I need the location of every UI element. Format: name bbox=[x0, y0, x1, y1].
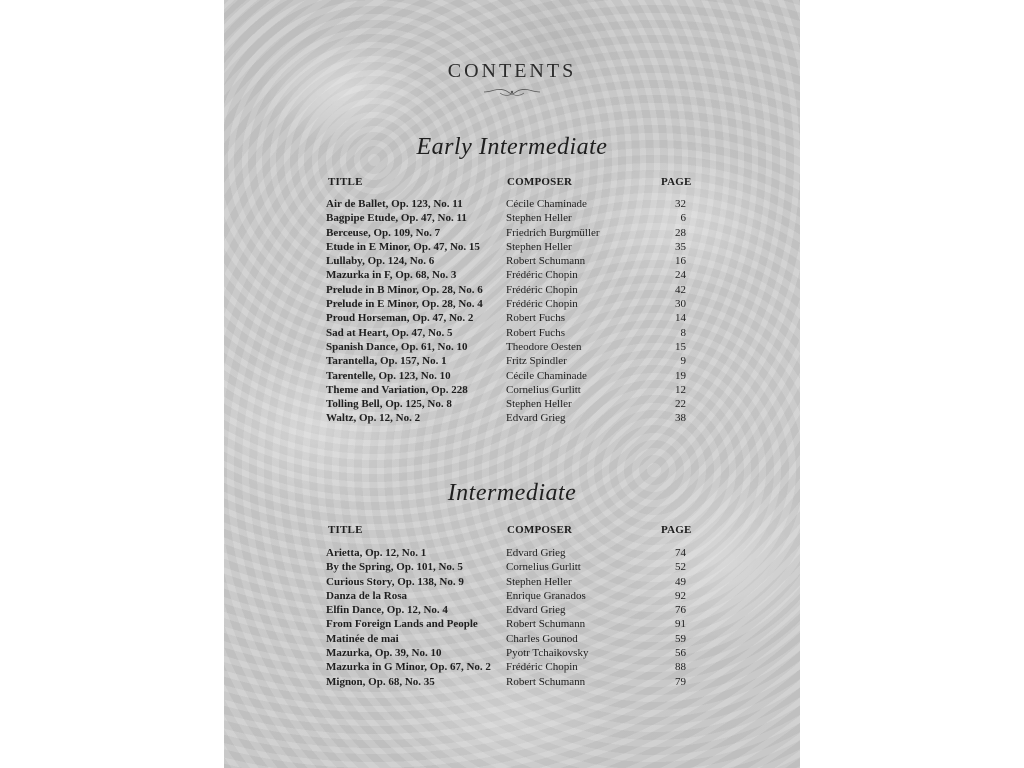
piece-title: Bagpipe Etude, Op. 47, No. 11 bbox=[326, 212, 467, 225]
piece-page: 15 bbox=[675, 340, 686, 353]
piece-composer: Cécile Chaminade bbox=[506, 198, 587, 210]
piece-composer: Robert Fuchs bbox=[506, 312, 565, 325]
list-item bbox=[326, 268, 686, 282]
piece-title: Proud Horseman, Op. 47, No. 2 bbox=[326, 312, 474, 325]
piece-title: Matinée de mai bbox=[326, 632, 399, 645]
piece-title: Lullaby, Op. 124, No. 6 bbox=[326, 255, 435, 268]
piece-composer: Robert Schumann bbox=[506, 618, 586, 631]
piece-page: 92 bbox=[675, 589, 686, 602]
piece-title: Mazurka in G Minor, Op. 67, No. 2 bbox=[326, 661, 491, 674]
list-item bbox=[326, 383, 686, 397]
piece-composer: Cécile Chaminade bbox=[506, 369, 587, 382]
piece-composer: Robert Fuchs bbox=[506, 326, 565, 339]
piece-composer: Charles Gounod bbox=[506, 632, 578, 645]
flourish-ornament-icon bbox=[482, 86, 542, 98]
list-item bbox=[326, 603, 686, 617]
piece-composer: Stephen Heller bbox=[506, 240, 572, 253]
piece-page: 14 bbox=[675, 312, 686, 325]
column-header-page: PAGE bbox=[661, 176, 692, 188]
early-intermediate-list bbox=[326, 197, 686, 426]
piece-title: Curious Story, Op. 138, No. 9 bbox=[326, 575, 464, 588]
list-item bbox=[326, 311, 686, 325]
piece-page: 88 bbox=[675, 661, 686, 674]
piece-page: 59 bbox=[675, 632, 686, 645]
piece-composer: Robert Schumann bbox=[506, 675, 586, 688]
list-item bbox=[326, 411, 686, 425]
piece-composer: Edvard Grieg bbox=[506, 412, 566, 425]
list-item bbox=[326, 589, 686, 603]
piece-title: By the Spring, Op. 101, No. 5 bbox=[326, 561, 463, 574]
list-item bbox=[326, 546, 686, 560]
piece-title: Tarentelle, Op. 123, No. 10 bbox=[326, 369, 451, 382]
piece-composer: Pyotr Tchaikovsky bbox=[506, 647, 589, 660]
piece-composer: Frédéric Chopin bbox=[506, 283, 578, 296]
list-item bbox=[326, 354, 686, 368]
piece-title: Tolling Bell, Op. 125, No. 8 bbox=[326, 398, 452, 411]
piece-composer: Theodore Oesten bbox=[506, 340, 582, 353]
piece-page: 12 bbox=[675, 383, 686, 396]
piece-composer: Frédéric Chopin bbox=[506, 269, 578, 282]
list-item bbox=[326, 340, 686, 354]
list-item bbox=[326, 211, 686, 225]
list-item bbox=[326, 560, 686, 574]
piece-title: Arietta, Op. 12, No. 1 bbox=[326, 547, 427, 559]
list-item bbox=[326, 575, 686, 589]
list-item bbox=[326, 617, 686, 631]
piece-title: Mazurka, Op. 39, No. 10 bbox=[326, 647, 442, 660]
piece-composer: Cornelius Gurlitt bbox=[506, 561, 581, 574]
piece-title: Mignon, Op. 68, No. 35 bbox=[326, 675, 435, 688]
section-title-early-intermediate: Early Intermediate bbox=[416, 134, 608, 160]
piece-composer: Frédéric Chopin bbox=[506, 298, 578, 311]
contents-page bbox=[224, 0, 800, 768]
piece-page: 16 bbox=[675, 255, 686, 268]
piece-title: Mazurka in F, Op. 68, No. 3 bbox=[326, 269, 457, 282]
list-item bbox=[326, 240, 686, 254]
piece-title: From Foreign Lands and People bbox=[326, 618, 478, 631]
piece-composer: Robert Schumann bbox=[506, 255, 586, 268]
list-item bbox=[326, 369, 686, 383]
piece-title: Air de Ballet, Op. 123, No. 11 bbox=[326, 198, 463, 210]
column-header-composer: COMPOSER bbox=[507, 176, 573, 188]
piece-page: 32 bbox=[675, 198, 686, 210]
piece-title: Theme and Variation, Op. 228 bbox=[326, 383, 468, 396]
piece-composer: Stephen Heller bbox=[506, 398, 572, 411]
piece-title: Prelude in E Minor, Op. 28, No. 4 bbox=[326, 298, 483, 311]
piece-page: 30 bbox=[675, 298, 686, 311]
list-item bbox=[326, 197, 686, 211]
page-heading: CONTENTS bbox=[447, 60, 577, 82]
piece-page: 42 bbox=[675, 283, 686, 296]
list-item bbox=[326, 326, 686, 340]
piece-composer: Edvard Grieg bbox=[506, 604, 566, 617]
piece-title: Sad at Heart, Op. 47, No. 5 bbox=[326, 326, 453, 339]
piece-page: 74 bbox=[675, 547, 686, 559]
piece-page: 52 bbox=[675, 561, 686, 574]
list-item bbox=[326, 226, 686, 240]
section-title-intermediate: Intermediate bbox=[447, 480, 577, 506]
list-item bbox=[326, 660, 686, 674]
list-item bbox=[326, 646, 686, 660]
list-item bbox=[326, 397, 686, 411]
piece-page: 28 bbox=[675, 226, 686, 239]
piece-title: Etude in E Minor, Op. 47, No. 15 bbox=[326, 240, 480, 253]
piece-composer: Friedrich Burgmüller bbox=[506, 226, 600, 239]
piece-title: Berceuse, Op. 109, No. 7 bbox=[326, 226, 441, 239]
piece-title: Prelude in B Minor, Op. 28, No. 6 bbox=[326, 283, 483, 296]
list-item bbox=[326, 283, 686, 297]
piece-composer: Enrique Granados bbox=[506, 589, 586, 602]
piece-page: 8 bbox=[680, 326, 686, 339]
piece-title: Tarantella, Op. 157, No. 1 bbox=[326, 355, 447, 368]
piece-composer: Stephen Heller bbox=[506, 212, 572, 225]
column-header-page: PAGE bbox=[661, 524, 692, 536]
piece-page: 22 bbox=[675, 398, 686, 411]
piece-page: 56 bbox=[675, 647, 686, 660]
intermediate-list bbox=[326, 546, 686, 689]
piece-page: 76 bbox=[675, 604, 686, 617]
piece-title: Elfin Dance, Op. 12, No. 4 bbox=[326, 604, 448, 617]
piece-page: 19 bbox=[675, 369, 686, 382]
list-item bbox=[326, 254, 686, 268]
piece-title: Waltz, Op. 12, No. 2 bbox=[326, 412, 421, 425]
column-header-composer: COMPOSER bbox=[507, 524, 573, 536]
column-header-title: TITLE bbox=[328, 524, 363, 536]
piece-title: Spanish Dance, Op. 61, No. 10 bbox=[326, 340, 468, 353]
piece-page: 91 bbox=[675, 618, 686, 631]
piece-page: 6 bbox=[680, 212, 686, 225]
piece-composer: Frédéric Chopin bbox=[506, 661, 578, 674]
piece-composer: Edvard Grieg bbox=[506, 547, 566, 559]
piece-composer: Fritz Spindler bbox=[506, 355, 567, 368]
piece-page: 35 bbox=[675, 240, 686, 253]
piece-title: Danza de la Rosa bbox=[326, 589, 407, 602]
piece-page: 38 bbox=[675, 412, 686, 425]
piece-composer: Cornelius Gurlitt bbox=[506, 383, 581, 396]
list-item bbox=[326, 632, 686, 646]
column-header-title: TITLE bbox=[328, 176, 363, 188]
piece-composer: Stephen Heller bbox=[506, 575, 572, 588]
piece-page: 9 bbox=[680, 355, 686, 368]
list-item bbox=[326, 297, 686, 311]
piece-page: 49 bbox=[675, 575, 686, 588]
piece-page: 79 bbox=[675, 675, 686, 688]
piece-page: 24 bbox=[675, 269, 686, 282]
list-item bbox=[326, 675, 686, 689]
